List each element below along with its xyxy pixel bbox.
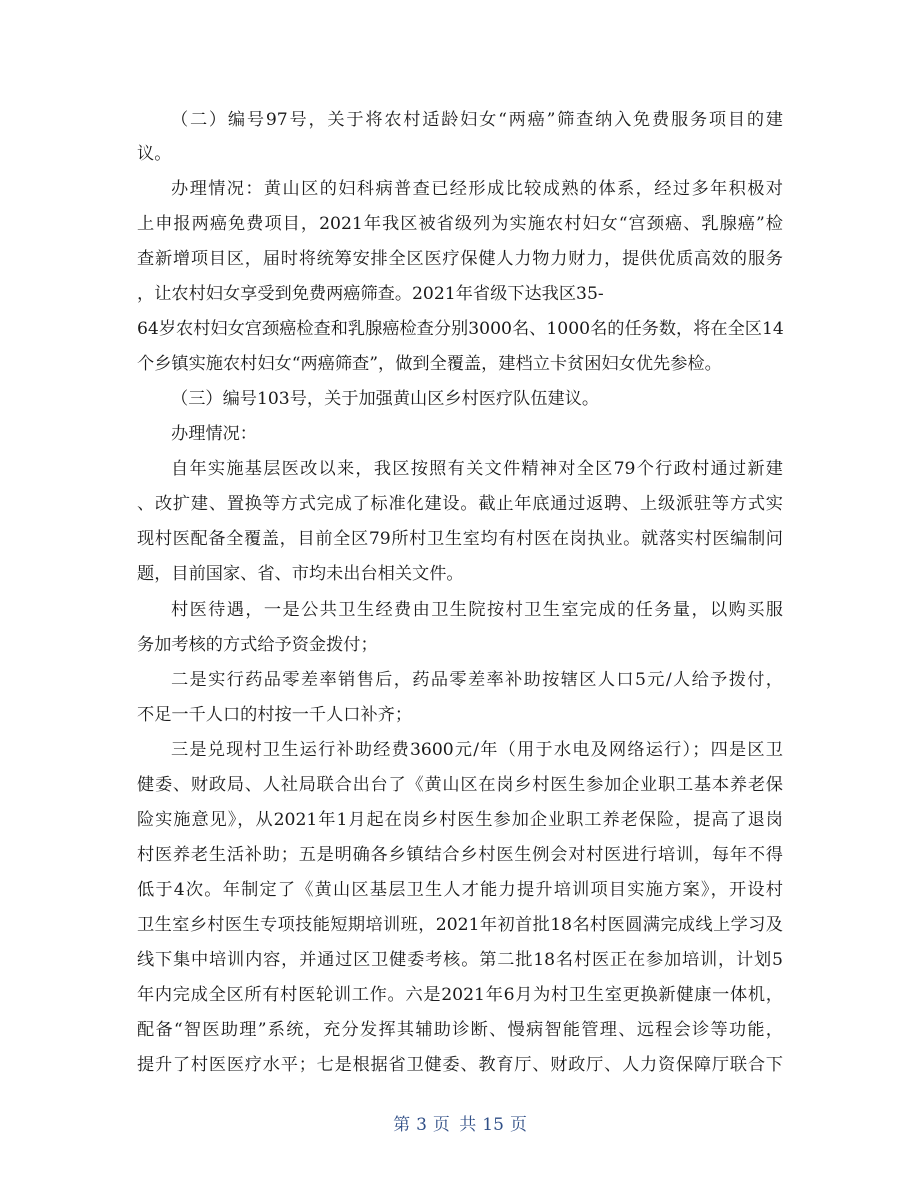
text-line: 题，目前国家、省、市均未出台相关文件。 [137, 564, 464, 584]
text-line: 线下集中培训内容，并通过区卫健委考核。第二批18名村医正在参加培训，计划5 [137, 950, 783, 970]
text-line: 办理情况：黄山区的妇科病普查已经形成比较成熟的体系，经过多年积极对 [171, 179, 783, 199]
text-line: 提升了村医医疗水平；七是根据省卫健委、教育厅、财政厅、人力资保障厅联合下 [137, 1055, 783, 1075]
text-line: 、改扩建、置换等方式完成了标准化建设。截止年底通过返聘、上级派驻等方式实 [137, 494, 783, 514]
text-line: 64岁农村妇女宫颈癌检查和乳腺癌检查分别3000名、1000名的任务数，将在全区14 [137, 319, 784, 339]
footer-total-pages: 15 [482, 1115, 504, 1135]
text-line: 村医待遇，一是公共卫生经费由卫生院按村卫生室完成的任务量，以购买服 [171, 600, 783, 620]
text-line: ，让农村妇女享受到免费两癌筛查。2021年省级下达我区35- [137, 284, 604, 304]
footer-suffix: 页 [509, 1115, 527, 1135]
text-line: 卫生室乡村医生专项技能短期培训班，2021年初首批18名村医圆满完成线上学习及 [137, 915, 783, 935]
footer-prefix: 第 [393, 1115, 411, 1135]
text-line: 查新增项目区，届时将统筹安排全区医疗保健人力物力财力，提供优质高效的服务 [137, 249, 783, 269]
text-line: 不足一千人口的村按一千人口补齐； [137, 705, 413, 725]
text-line: 村医养老生活补助；五是明确各乡镇结合乡村医生例会对村医进行培训，每年不得 [137, 845, 783, 865]
page-footer [0, 1110, 920, 1140]
text-line: 低于4次。年制定了《黄山区基层卫生人才能力提升培训项目实施方案》，开设村 [137, 880, 783, 900]
text-line: （二）编号97号，关于将农村适龄妇女“两癌”筛查纳入免费服务项目的建 [171, 110, 783, 130]
text-line: 自年实施基层医改以来，我区按照有关文件精神对全区79个行政村通过新建 [171, 459, 783, 479]
text-line: 二是实行药品零差率销售后，药品零差率补助按辖区人口5元/人给予拨付， [171, 670, 783, 690]
text-line: （三）编号103号，关于加强黄山区乡村医疗队伍建议。 [171, 389, 600, 409]
text-line: 健委、财政局、人社局联合出台了《黄山区在岗乡村医生参加企业职工基本养老保 [137, 775, 783, 795]
text-line: 险实施意见》，从2021年1月起在岗乡村医生参加企业职工养老保险，提高了退岗 [137, 810, 783, 830]
text-line: 务加考核的方式给予资金拨付； [137, 635, 378, 655]
text-line: 三是兑现村卫生运行补助经费3600元/年（用于水电及网络运行）；四是区卫 [171, 740, 783, 760]
text-line: 议。 [137, 144, 172, 164]
text-line: 个乡镇实施农村妇女“两癌筛查”，做到全覆盖，建档立卡贫困妇女优先参检。 [137, 354, 722, 374]
text-line: 办理情况： [171, 424, 257, 444]
text-line: 年内完成全区所有村医轮训工作。六是2021年6月为村卫生室更换新健康一体机， [137, 985, 783, 1005]
text-line: 配备“智医助理”系统，充分发挥其辅助诊断、慢病智能管理、远程会诊等功能， [137, 1020, 783, 1040]
footer-page-number: 3 [416, 1115, 427, 1135]
text-line: 上申报两癌免费项目，2021年我区被省级列为实施农村妇女“宫颈癌、乳腺癌”检 [137, 214, 783, 234]
footer-middle: 页 共 [432, 1115, 477, 1135]
text-line: 现村医配备全覆盖，目前全区79所村卫生室均有村医在岗执业。就落实村医编制问 [137, 529, 783, 549]
